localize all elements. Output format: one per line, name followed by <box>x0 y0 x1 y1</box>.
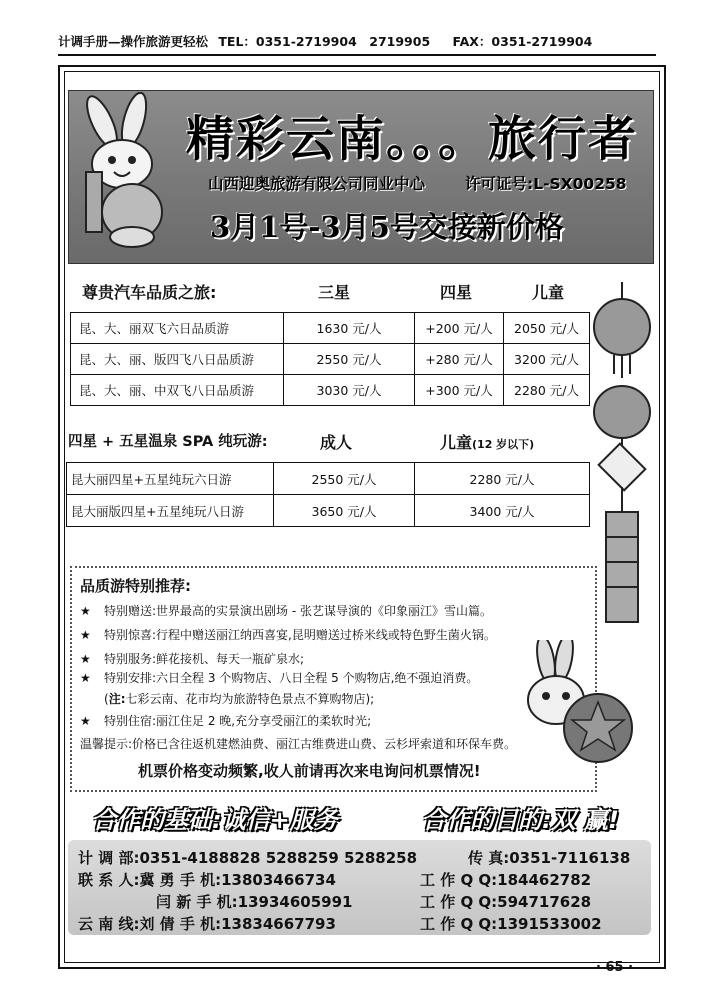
header-fax: FAX：0351-2719904 <box>452 34 593 49</box>
route-name: 昆、大、丽双飞六日品质游 <box>71 313 284 344</box>
contact-row <box>156 891 352 912</box>
rabbit-with-ball-icon <box>506 640 636 770</box>
section1-header-child: 儿童 <box>532 283 565 302</box>
page-header <box>58 32 656 56</box>
contact-row <box>78 913 336 934</box>
star-icon: ★ <box>80 604 91 618</box>
dept-phones: :0351-4188828 5288259 5288258 <box>133 849 418 867</box>
price-three-star: 1630 元/人 <box>284 313 415 344</box>
section1-header-four: 四星 <box>440 283 473 302</box>
table-row <box>71 344 590 375</box>
person-name: 闫 新 手 机 <box>156 893 232 911</box>
section1-header-three: 三星 <box>318 283 351 302</box>
route-name: 昆、大、丽、中双飞八日品质游 <box>71 375 284 406</box>
page-number: · 65 · <box>596 960 634 975</box>
table-row <box>67 495 590 527</box>
qq-row <box>420 891 591 912</box>
fax-number: :0351-7116138 <box>503 849 631 867</box>
table-row <box>71 313 590 344</box>
warm-tip: 温馨提示:价格已含往返机建燃油费、丽江古维费进山费、云杉坪索道和环保车费。 <box>80 737 517 751</box>
ticket-warning: 机票价格变动频繁,收人前请再次来电询问机票情况! <box>138 762 481 780</box>
header-tel: TEL：0351-2719904 2719905 <box>218 34 431 49</box>
item-text: 特别惊喜:行程中赠送丽江纳西喜宴,昆明赠送过桥米线或特色野生菌火锅。 <box>104 628 496 642</box>
new-price-headline: 3月1号-3月5号交接新价格 <box>210 210 564 244</box>
price-four-star: +300 元/人 <box>415 375 504 406</box>
price-child: 2050 元/人 <box>504 313 590 344</box>
section2-header-child <box>440 430 534 453</box>
qq-row <box>420 869 591 890</box>
item-text: 特别安排:六日全程 3 个购物店、八日全程 5 个购物店,绝不强迫消费。 <box>104 671 479 685</box>
dept-row <box>78 847 417 868</box>
person-name: :冀 勇 手 机 <box>133 871 216 889</box>
list-item <box>80 602 492 619</box>
qq-number: :184462782 <box>491 871 592 889</box>
route-name: 昆大丽四星+五星纯玩六日游 <box>67 463 274 495</box>
yunnan-label: 云 南 线 <box>78 915 134 933</box>
table-row <box>67 463 590 495</box>
price-adult: 2550 元/人 <box>274 463 415 495</box>
section2-header-adult: 成人 <box>320 433 353 452</box>
child-label: 儿童 <box>440 433 473 452</box>
contact-row <box>78 869 336 890</box>
qq-number: :1391533002 <box>491 915 602 933</box>
person-name: :刘 倩 手 机 <box>133 915 216 933</box>
item-text: 特别住宿:丽江住足 2 晚,充分享受丽江的柔软时光; <box>104 714 372 728</box>
price-child: 2280 元/人 <box>504 375 590 406</box>
qq-label: 工 作 Q Q <box>420 915 492 933</box>
price-child: 3200 元/人 <box>504 344 590 375</box>
route-name: 昆大丽版四星+五星纯玩八日游 <box>67 495 274 527</box>
child-age-note: (12 岁以下) <box>472 438 535 451</box>
list-item <box>80 650 304 667</box>
qq-row <box>420 913 602 934</box>
person-phone: :13803466734 <box>215 871 336 889</box>
contact-label: 联 系 人 <box>78 871 134 889</box>
star-icon: ★ <box>80 628 91 642</box>
dept-label: 计 调 部 <box>78 849 134 867</box>
item-text: 特别赠送:世界最高的实景演出剧场 - 张艺谋导演的《印象丽江》雪山篇。 <box>104 604 493 618</box>
person-phone: :13934605991 <box>231 893 353 911</box>
price-adult: 3650 元/人 <box>274 495 415 527</box>
price-child: 3400 元/人 <box>415 495 590 527</box>
fax-row <box>468 847 630 868</box>
special-title: 品质游特别推荐: <box>80 577 191 595</box>
section2-title: 四星 + 五星温泉 SPA 纯玩游: <box>68 434 268 450</box>
note-text: 七彩云南、花市均为旅游特色景点不算购物店); <box>125 692 375 706</box>
route-name: 昆、大、丽、版四飞八日品质游 <box>71 344 284 375</box>
price-child: 2280 元/人 <box>415 463 590 495</box>
company-name: 山西迎奥旅游有限公司同业中心 <box>208 175 426 193</box>
item-text: 特别服务:鲜花接机、每天一瓶矿泉水; <box>104 652 305 666</box>
slogan-left: 合作的基础:诚信+服务 <box>92 806 338 834</box>
qq-number: :594717628 <box>491 893 592 911</box>
section1-price-table <box>70 312 590 406</box>
star-icon: ★ <box>80 714 91 728</box>
table-row <box>71 375 590 406</box>
list-item <box>80 626 496 643</box>
qq-label: 工 作 Q Q <box>420 893 492 911</box>
section2-price-table <box>66 462 590 527</box>
lantern-decoration-icon <box>592 282 652 642</box>
price-four-star: +200 元/人 <box>415 313 504 344</box>
star-icon: ★ <box>80 652 91 666</box>
banner-title: 精彩云南。。。旅行者 <box>186 111 639 167</box>
price-four-star: +280 元/人 <box>415 344 504 375</box>
header-slogan: 计调手册—操作旅游更轻松 <box>58 34 209 49</box>
note-label: 注: <box>108 692 126 706</box>
price-three-star: 3030 元/人 <box>284 375 415 406</box>
star-icon: ★ <box>80 671 91 685</box>
section1-title: 尊贵汽车品质之旅: <box>82 283 217 302</box>
slogan-right: 合作的目的:双 赢! <box>422 806 619 834</box>
note-line: (注:七彩云南、花市均为旅游特色景点不算购物店); <box>104 692 375 706</box>
license-number: 许可证号:L-SX00258 <box>465 175 627 193</box>
list-item <box>80 712 371 729</box>
fax-label: 传 真 <box>468 849 504 867</box>
person-phone: :13834667793 <box>215 915 336 933</box>
list-item <box>80 669 478 686</box>
qq-label: 工 作 Q Q <box>420 871 492 889</box>
price-three-star: 2550 元/人 <box>284 344 415 375</box>
rabbit-mascot-icon <box>72 92 184 252</box>
